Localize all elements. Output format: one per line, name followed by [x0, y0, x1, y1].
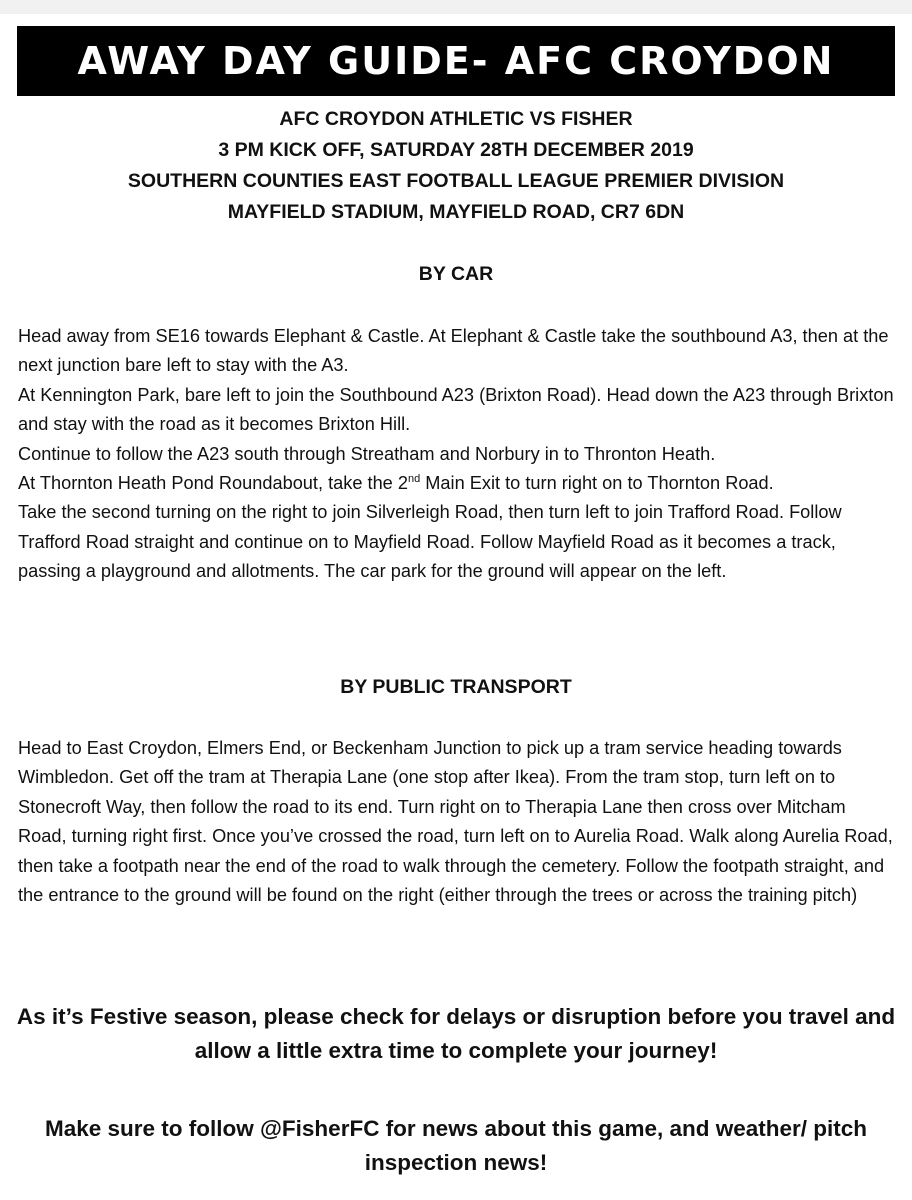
by-car-heading: BY CAR	[418, 263, 494, 285]
transport-paragraph: Head to East Croydon, Elmers End, or Beckenham Junction to pick up a tram service heading towards Wimbledon. Get off the tram at Therapia Lane (one stop after Ikea). From the tram stop, turn left on to Stonecroft Way, then follow the road to its end. Turn right on to Therapia Lane then cross over Mitcham Road, turning right first. Once you’ve crossed the road, turn left on to Aurelia Road. Walk along Aurelia Road, then take a footpath near the end of the road to walk through the cemetery. Follow the footpath straight, and the entrance to the ground will be found on the right (either through the trees or across the training pitch)	[18, 738, 893, 906]
top-strip	[0, 0, 912, 14]
fixture-line: AFC CROYDON ATHLETIC VS FISHER	[279, 108, 633, 130]
follow-notice: Make sure to follow @FisherFC for news about this game, and weather/ pitch inspection news!	[44, 1116, 868, 1175]
by-car-directions	[18, 322, 898, 587]
festive-notice: As it’s Festive season, please check for delays or disruption before you travel and allow a little extra time to complete your journey!	[16, 1004, 896, 1063]
car-paragraph: Take the second turning on the right to join Silverleigh Road, then turn left to join Trafford Road. Follow Trafford Road straight and continue on to Mayfield Road. Follow Mayfield Road as it becomes a track, passing a playground and allotments. The car park for the ground will appear on the left.	[18, 502, 842, 582]
banner-title: AWAY DAY GUIDE- AFC CROYDON	[77, 39, 835, 83]
kickoff-line: 3 PM KICK OFF, SATURDAY 28TH DECEMBER 2019	[218, 139, 694, 161]
ordinal-suffix: nd	[407, 472, 421, 485]
match-info	[0, 104, 912, 228]
car-paragraph: Head away from SE16 towards Elephant & Castle. At Elephant & Castle take the southbound A3, then at the next junction bare left to stay with the A3.	[18, 326, 889, 376]
roundabout-text-after: Main Exit to turn right on to Thornton Road.	[420, 473, 774, 494]
car-paragraph: At Kennington Park, bare left to join the Southbound A23 (Brixton Road). Head down the A23 through Brixton and stay with the road as it becomes Brixton Hill.	[18, 384, 894, 435]
car-paragraph-roundabout	[18, 469, 898, 498]
roundabout-text-before: At Thornton Heath Pond Roundabout, take the 2	[18, 473, 408, 494]
public-transport-directions	[18, 734, 898, 910]
car-paragraph: Continue to follow the A23 south through Streatham and Norbury in to Thronton Heath.	[18, 443, 716, 464]
venue-line: MAYFIELD STADIUM, MAYFIELD ROAD, CR7 6DN	[227, 201, 685, 223]
league-line: SOUTHERN COUNTIES EAST FOOTBALL LEAGUE PREMIER DIVISION	[127, 170, 785, 192]
public-transport-heading: BY PUBLIC TRANSPORT	[340, 676, 572, 698]
title-banner	[17, 26, 895, 96]
